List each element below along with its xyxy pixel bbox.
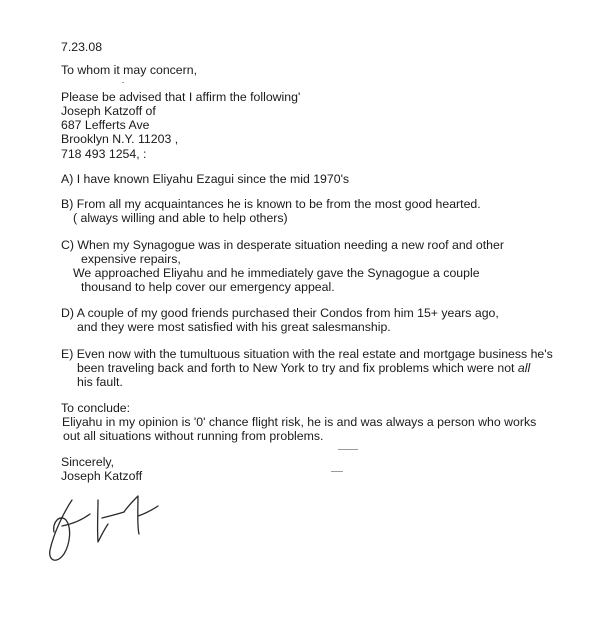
closing: Sincerely, — [61, 455, 115, 469]
handwritten-signature — [42, 470, 172, 570]
item-e-line-2-text: been traveling back and forth to New York to try and fix problems which were not — [77, 361, 515, 375]
item-c-line-2: expensive repairs, — [81, 252, 181, 266]
item-e-emphasis: all — [517, 361, 531, 375]
scan-speck — [122, 82, 124, 83]
item-b-line-2: ( always willing and able to help others) — [73, 211, 288, 225]
scan-speck — [331, 471, 343, 472]
address-street: 687 Lefferts Ave — [61, 118, 150, 132]
intro-line: Please be advised that I affirm the following' — [61, 90, 301, 104]
item-b-line-1: B) From all my acquaintances he is known to be from the most good hearted. — [61, 197, 481, 211]
item-e-line-1: E) Even now with the tumultuous situation with the real estate and mortgage business he's — [61, 347, 553, 361]
signer-name: Joseph Katzoff — [61, 469, 143, 483]
letter-date: 7.23.08 — [61, 40, 103, 54]
item-e-line-2 — [77, 361, 530, 375]
item-c-line-4: thousand to help cover our emergency appeal. — [81, 280, 335, 294]
conclusion-line-1: Eliyahu in my opinion is '0' chance flight risk, he is and was always a person who works — [62, 415, 537, 429]
intro-name: Joseph Katzoff of — [61, 104, 156, 118]
conclusion-line-2: out all situations without running from problems. — [63, 429, 324, 443]
item-e-line-3: his fault. — [77, 375, 123, 389]
item-d-line-1: D) A couple of my good friends purchased their Condos from him 15+ years ago, — [61, 306, 499, 320]
item-d-line-2: and they were most satisfied with his great salesmanship. — [77, 320, 391, 334]
item-c-line-1: C) When my Synagogue was in desperate situation needing a new roof and other — [61, 238, 504, 252]
phone-number: 718 493 1254, : — [61, 147, 147, 161]
item-c-line-3: We approached Eliyahu and he immediately gave the Synagogue a couple — [73, 266, 480, 280]
address-city: Brooklyn N.Y. 11203 , — [61, 132, 179, 146]
salutation: To whom it may concern, — [61, 63, 197, 77]
conclusion-heading: To conclude: — [61, 401, 131, 415]
item-a: A) I have known Eliyahu Ezagui since the mid 1970's — [61, 172, 350, 186]
scan-speck — [338, 449, 358, 450]
